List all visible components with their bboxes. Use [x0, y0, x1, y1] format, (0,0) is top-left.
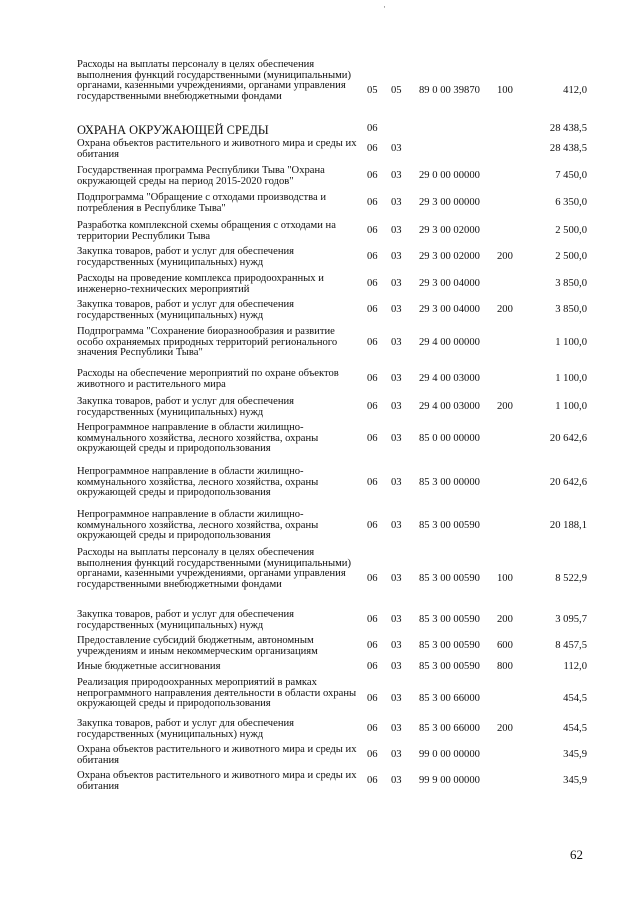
target-article-code: 85 3 00 66000 [419, 723, 480, 734]
amount: 7 450,0 [555, 170, 587, 181]
subsection-code: 03 [391, 573, 402, 584]
target-article-code: 89 0 00 39870 [419, 85, 480, 96]
target-article-code: 29 4 00 03000 [419, 401, 480, 412]
expense-type-code: 200 [497, 304, 513, 315]
subsection-code: 03 [391, 170, 402, 181]
section-code: 06 [367, 749, 378, 760]
expense-type-code: 100 [497, 573, 513, 584]
target-article-code: 29 3 00 04000 [419, 278, 480, 289]
subsection-code: 03 [391, 278, 402, 289]
subsection-code: 03 [391, 723, 402, 734]
subsection-code: 03 [391, 304, 402, 315]
section-code: 06 [367, 123, 378, 134]
row-name: Подпрограмма "Сохранение биоразнообразия и развитие особо охраняемых природных территорий регионального значения Республики Тыва" [77, 326, 338, 359]
amount: 3 850,0 [555, 278, 587, 289]
section-code: 06 [367, 225, 378, 236]
target-article-code: 29 3 00 04000 [419, 304, 480, 315]
subsection-code: 03 [391, 225, 402, 236]
target-article-code: 85 3 00 00590 [419, 520, 480, 531]
row-name: Закупка товаров, работ и услуг для обеспечения государственных (муниципальных) нужд [77, 718, 295, 740]
row-name: Государственная программа Республики Тыва "Охрана окружающей среды на период 2015-2020 годов" [77, 165, 325, 187]
amount: 1 100,0 [555, 373, 587, 384]
row-name: Расходы на проведение комплекса природоохранных и инженерно-технических мероприятий [77, 273, 324, 295]
amount: 454,5 [563, 723, 587, 734]
amount: 20 642,6 [549, 433, 587, 444]
amount: 8 457,5 [555, 640, 587, 651]
target-article-code: 99 0 00 00000 [419, 749, 480, 760]
row-name: Расходы на обеспечение мероприятий по охране объектов животного и растительного мира [77, 368, 339, 390]
target-article-code: 85 3 00 00590 [419, 573, 480, 584]
subsection-code: 03 [391, 520, 402, 531]
amount: 20 188,1 [549, 520, 587, 531]
subsection-code: 03 [391, 640, 402, 651]
row-name: Охрана объектов растительного и животного мира и среды их обитания [77, 138, 357, 160]
amount: 1 100,0 [555, 337, 587, 348]
subsection-code: 03 [391, 749, 402, 760]
subsection-code: 03 [391, 143, 402, 154]
scan-mark: · [383, 2, 386, 12]
amount: 1 100,0 [555, 401, 587, 412]
amount: 345,9 [563, 775, 587, 786]
target-article-code: 99 9 00 00000 [419, 775, 480, 786]
section-code: 06 [367, 170, 378, 181]
section-code: 06 [367, 723, 378, 734]
section-code: 05 [367, 85, 378, 96]
target-article-code: 85 0 00 00000 [419, 433, 480, 444]
target-article-code: 85 3 00 00000 [419, 477, 480, 488]
section-code: 06 [367, 573, 378, 584]
section-code: 06 [367, 278, 378, 289]
subsection-code: 05 [391, 85, 402, 96]
amount: 28 438,5 [549, 143, 587, 154]
row-name: Расходы на выплаты персоналу в целях обеспечения выполнения функций государственными (муниципальными) органами, казенными учреждениями, органами управления государственными внебюджетными фондами [77, 547, 351, 590]
row-name: Непрограммное направление в области жилищно-коммунального хозяйства, лесного хозяйства, охраны окружающей среды и природопользования [77, 509, 319, 542]
amount: 2 500,0 [555, 225, 587, 236]
target-article-code: 85 3 00 00590 [419, 614, 480, 625]
subsection-code: 03 [391, 614, 402, 625]
amount: 20 642,6 [549, 477, 587, 488]
row-name: Непрограммное направление в области жилищно-коммунального хозяйства, лесного хозяйства, охраны окружающей среды и природопользования [77, 422, 319, 455]
expense-type-code: 200 [497, 401, 513, 412]
row-name: ОХРАНА ОКРУЖАЮЩЕЙ СРЕДЫ [77, 123, 269, 137]
target-article-code: 85 3 00 00590 [419, 661, 480, 672]
target-article-code: 29 4 00 00000 [419, 337, 480, 348]
subsection-code: 03 [391, 775, 402, 786]
amount: 6 350,0 [555, 197, 587, 208]
amount: 3 095,7 [555, 614, 587, 625]
expense-type-code: 200 [497, 251, 513, 262]
section-code: 06 [367, 614, 378, 625]
section-code: 06 [367, 775, 378, 786]
amount: 345,9 [563, 749, 587, 760]
expense-type-code: 200 [497, 614, 513, 625]
expense-type-code: 600 [497, 640, 513, 651]
section-code: 06 [367, 520, 378, 531]
target-article-code: 29 4 00 03000 [419, 373, 480, 384]
target-article-code: 29 3 00 02000 [419, 251, 480, 262]
amount: 454,5 [563, 693, 587, 704]
row-name: Закупка товаров, работ и услуг для обеспечения государственных (муниципальных) нужд [77, 609, 295, 631]
subsection-code: 03 [391, 401, 402, 412]
section-code: 06 [367, 401, 378, 412]
row-name: Охрана объектов растительного и животного мира и среды их обитания [77, 770, 357, 792]
expense-type-code: 100 [497, 85, 513, 96]
section-code: 06 [367, 304, 378, 315]
subsection-code: 03 [391, 373, 402, 384]
row-name: Закупка товаров, работ и услуг для обеспечения государственных (муниципальных) нужд [77, 396, 295, 418]
amount: 412,0 [563, 85, 587, 96]
subsection-code: 03 [391, 251, 402, 262]
section-code: 06 [367, 373, 378, 384]
row-name: Предоставление субсидий бюджетным, автономным учреждениям и иным некоммерческим организациям [77, 635, 318, 657]
section-code: 06 [367, 251, 378, 262]
row-name: Непрограммное направление в области жилищно-коммунального хозяйства, лесного хозяйства, охраны окружающей среды и природопользования [77, 466, 319, 499]
row-name: Расходы на выплаты персоналу в целях обеспечения выполнения функций государственными (муниципальными) органами, казенными учреждениями, органами управления государственными внебюджетными фондами [77, 59, 351, 102]
section-code: 06 [367, 640, 378, 651]
expense-type-code: 800 [497, 661, 513, 672]
page-number: 62 [570, 847, 583, 862]
amount: 112,0 [563, 661, 587, 672]
section-code: 06 [367, 337, 378, 348]
row-name: Подпрограмма "Обращение с отходами производства и потребления в Республике Тыва" [77, 192, 327, 214]
subsection-code: 03 [391, 337, 402, 348]
section-code: 06 [367, 477, 378, 488]
amount: 3 850,0 [555, 304, 587, 315]
section-code: 06 [367, 661, 378, 672]
target-article-code: 85 3 00 66000 [419, 693, 480, 704]
target-article-code: 29 0 00 00000 [419, 170, 480, 181]
amount: 2 500,0 [555, 251, 587, 262]
row-name: Закупка товаров, работ и услуг для обеспечения государственных (муниципальных) нужд [77, 246, 295, 268]
section-code: 06 [367, 197, 378, 208]
section-code: 06 [367, 143, 378, 154]
subsection-code: 03 [391, 693, 402, 704]
target-article-code: 85 3 00 00590 [419, 640, 480, 651]
target-article-code: 29 3 00 00000 [419, 197, 480, 208]
subsection-code: 03 [391, 433, 402, 444]
subsection-code: 03 [391, 477, 402, 488]
section-code: 06 [367, 433, 378, 444]
amount: 8 522,9 [555, 573, 587, 584]
row-name: Иные бюджетные ассигнования [77, 661, 221, 672]
expense-type-code: 200 [497, 723, 513, 734]
subsection-code: 03 [391, 661, 402, 672]
section-code: 06 [367, 693, 378, 704]
target-article-code: 29 3 00 02000 [419, 225, 480, 236]
row-name: Реализация природоохранных мероприятий в рамках непрограммного направления деятельности в области охраны окружающей среды и природопользования [77, 677, 357, 710]
row-name: Разработка комплексной схемы обращения с отходами на территории Республики Тыва [77, 220, 336, 242]
row-name: Охрана объектов растительного и животного мира и среды их обитания [77, 744, 357, 766]
amount: 28 438,5 [549, 123, 587, 134]
row-name: Закупка товаров, работ и услуг для обеспечения государственных (муниципальных) нужд [77, 299, 295, 321]
subsection-code: 03 [391, 197, 402, 208]
